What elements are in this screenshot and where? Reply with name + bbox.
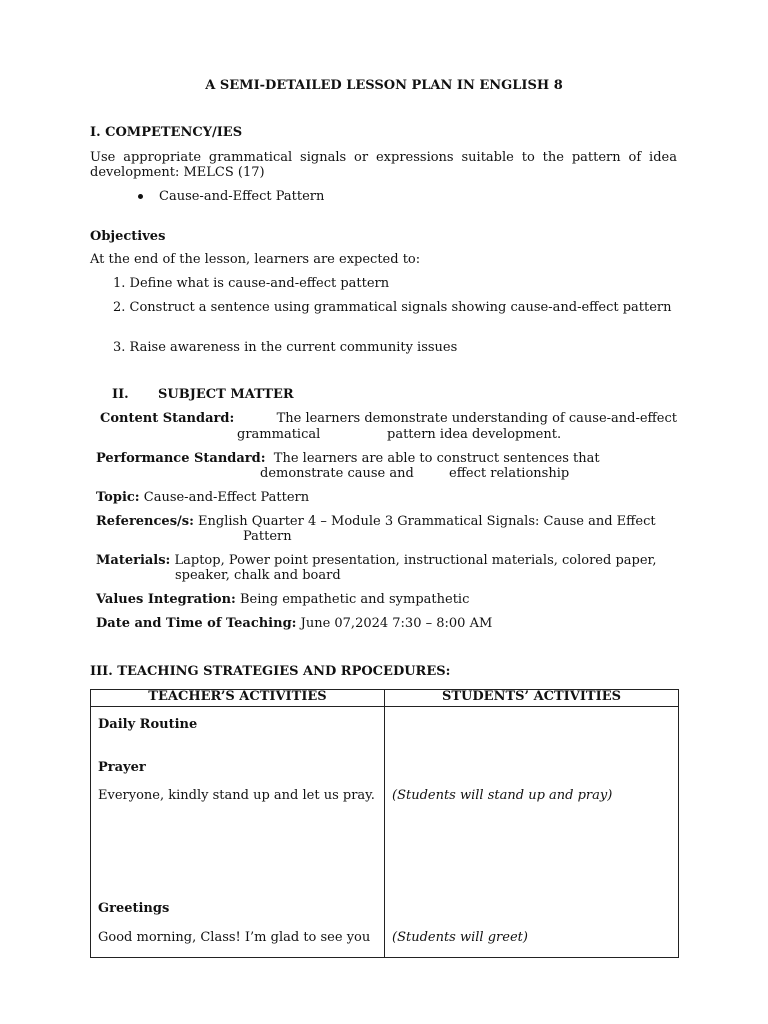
performance-standard-text: The learners are able to construct sentences that: [273, 451, 600, 466]
content-standard-line2a: grammatical: [237, 427, 321, 442]
students-activities-header: STUDENTS’ ACTIVITIES: [385, 690, 679, 707]
teacher-activities-cell: [91, 707, 385, 958]
references-text: English Quarter 4 – Module 3 Grammatical Signals: Cause and Effect: [198, 514, 656, 529]
values-line: [96, 592, 469, 607]
daily-routine-label: Daily Routine: [98, 717, 198, 732]
competency-bullet: [138, 189, 324, 204]
content-standard-line2b: pattern idea development.: [387, 427, 562, 442]
performance-standard-line2b: effect relationship: [449, 466, 570, 481]
competency-text: Use appropriate grammatical signals or expressions suitable to the pattern of idea development: MELCS (17): [90, 150, 677, 180]
greetings-text: Good morning, Class! I’m glad to see you: [98, 930, 371, 945]
prayer-label: Prayer: [98, 760, 146, 775]
document-title: A SEMI-DETAILED LESSON PLAN IN ENGLISH 8: [205, 78, 563, 93]
performance-standard-label: Performance Standard:: [96, 451, 266, 466]
materials-text: Laptop, Power point presentation, instructional materials, colored paper,: [174, 553, 657, 568]
objective-item-1: 1. Define what is cause-and-effect pattern: [113, 276, 390, 291]
references-label: References/s:: [96, 514, 194, 529]
values-label: Values Integration:: [96, 592, 236, 607]
materials-line2: speaker, chalk and board: [175, 568, 341, 583]
prayer-response: (Students will stand up and pray): [392, 788, 613, 803]
greetings-response: (Students will greet): [392, 930, 528, 945]
objective-item-2: 2. Construct a sentence using grammatical signals showing cause-and-effect pattern: [113, 300, 672, 315]
topic-label: Topic:: [96, 490, 140, 505]
prayer-text: Everyone, kindly stand up and let us pray.: [98, 788, 375, 803]
greetings-label: Greetings: [98, 901, 170, 916]
date-text: June 07,2024 7:30 – 8:00 AM: [300, 616, 493, 631]
content-standard-line1: [100, 411, 677, 426]
materials-label: Materials:: [96, 553, 171, 568]
materials-line1: [96, 553, 656, 568]
objectives-intro: At the end of the lesson, learners are expected to:: [90, 252, 421, 267]
objectives-heading: Objectives: [90, 229, 166, 244]
references-line1: [96, 514, 656, 529]
values-text: Being empathetic and sympathetic: [240, 592, 470, 607]
subject-matter-heading: SUBJECT MATTER: [158, 387, 294, 402]
objective-item-3: 3. Raise awareness in the current community issues: [113, 340, 458, 355]
performance-standard-line1: [96, 451, 600, 466]
bullet-icon: [138, 194, 143, 199]
teacher-activities-header: TEACHER’S ACTIVITIES: [91, 690, 385, 707]
topic-text: Cause-and-Effect Pattern: [143, 490, 310, 505]
topic-line: [96, 490, 309, 505]
content-standard-label: Content Standard:: [100, 411, 235, 426]
references-line2: Pattern: [243, 529, 292, 544]
activities-table: [90, 689, 679, 958]
strategies-heading: III. TEACHING STRATEGIES AND RPOCEDURES:: [90, 664, 451, 679]
performance-standard-line2a: demonstrate cause and: [260, 466, 414, 481]
students-activities-cell: [385, 707, 679, 958]
subject-matter-number: II.: [112, 387, 129, 402]
competency-heading: I. COMPETENCY/IES: [90, 125, 243, 140]
content-standard-text: The learners demonstrate understanding of cause-and-effect: [276, 411, 677, 426]
date-line: [96, 616, 492, 631]
competency-bullet-text: Cause-and-Effect Pattern: [159, 189, 325, 204]
date-label: Date and Time of Teaching:: [96, 616, 297, 631]
